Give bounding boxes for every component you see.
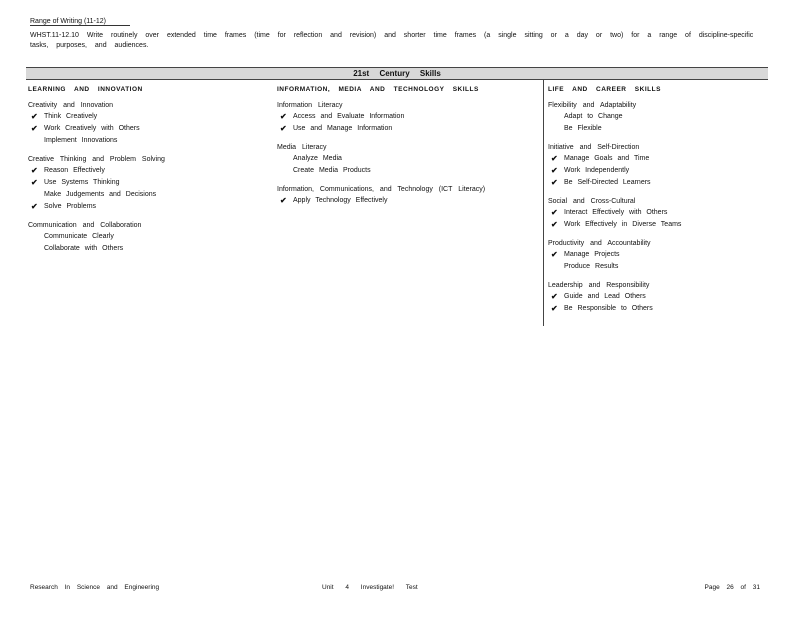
skill-item-label: Interact Effectively with Others [564, 209, 668, 216]
skill-item-label: Use and Manage Information [293, 125, 393, 132]
skill-group [548, 197, 768, 231]
skill-item [548, 261, 768, 273]
skill-item [28, 123, 278, 135]
skill-item [548, 123, 768, 135]
skill-item [548, 111, 768, 123]
skill-item [277, 195, 537, 207]
checkmark-icon: ✔ [31, 112, 38, 121]
skill-item-label: Work Independently [564, 167, 630, 174]
skill-item [548, 165, 768, 177]
skill-group-title: Leadership and Responsibility [548, 282, 650, 289]
column-title: INFORMATION, MEDIA AND TECHNOLOGY SKILLS [277, 86, 479, 93]
checkmark-icon: ✔ [551, 166, 558, 175]
skill-item-label: Implement Innovations [44, 137, 118, 144]
skill-group-title: Communication and Collaboration [28, 222, 142, 229]
skill-item [277, 111, 537, 123]
skill-item-label: Solve Problems [44, 203, 97, 210]
skill-item [277, 153, 537, 165]
skill-group-title: Productivity and Accountability [548, 240, 651, 247]
skill-item-label: Be Flexible [564, 125, 602, 132]
skill-item-label: Work Creatively with Others [44, 125, 140, 132]
skill-item-label: Be Self-Directed Learners [564, 179, 651, 186]
skill-group [548, 101, 768, 135]
checkmark-icon: ✔ [280, 196, 287, 205]
skill-item-label: Collaborate with Others [44, 245, 124, 252]
range-title: Range of Writing (11-12) [30, 18, 130, 26]
checkmark-icon: ✔ [551, 154, 558, 163]
skill-group-title: Media Literacy [277, 144, 327, 151]
skill-item [28, 231, 278, 243]
skill-item-label: Guide and Lead Others [564, 293, 646, 300]
skill-item [548, 249, 768, 261]
skill-group [277, 143, 537, 177]
skill-item-label: Be Responsible to Others [564, 305, 653, 312]
skills-column-learning [28, 80, 278, 326]
skill-group [28, 221, 278, 255]
skill-group [277, 101, 537, 135]
skill-item [28, 243, 278, 255]
skill-item-label: Use Systems Thinking [44, 179, 120, 186]
skills-column-information [277, 80, 537, 326]
checkmark-icon: ✔ [31, 178, 38, 187]
skill-item-label: Manage Goals and Time [564, 155, 650, 162]
footer-unit: Unit 4 Investigate! Test [322, 584, 418, 591]
skills-column-life [543, 80, 768, 326]
skill-group-title: Social and Cross-Cultural [548, 198, 636, 205]
skill-item [548, 153, 768, 165]
skill-item-label: Work Effectively in Diverse Teams [564, 221, 682, 228]
column-title: LIFE AND CAREER SKILLS [548, 86, 661, 93]
skill-item [28, 135, 278, 147]
skill-item-label: Make Judgements and Decisions [44, 191, 157, 198]
skill-item-label: Adapt to Change [564, 113, 623, 120]
skill-item-label: Reason Effectively [44, 167, 105, 174]
checkmark-icon: ✔ [551, 304, 558, 313]
checkmark-icon: ✔ [551, 178, 558, 187]
checkmark-icon: ✔ [551, 208, 558, 217]
footer-page-number: Page 26 of 31 [704, 584, 760, 591]
checkmark-icon: ✔ [280, 124, 287, 133]
checkmark-icon: ✔ [31, 166, 38, 175]
checkmark-icon: ✔ [31, 202, 38, 211]
skill-item [277, 165, 537, 177]
skill-item-label: Analyze Media [293, 155, 342, 162]
skill-item [277, 123, 537, 135]
standard-text: WHST.11-12.10 Write routinely over extended time frames (time for reflection and revision) and shorter time frames (a single sitting or a day or two) for a range of discipline-specific tasks, purposes, and audiences. [30, 32, 754, 49]
skill-item [548, 219, 768, 231]
column-title: LEARNING AND INNOVATION [28, 86, 143, 93]
skill-group-title: Information Literacy [277, 102, 343, 109]
skill-item-label: Create Media Products [293, 167, 371, 174]
checkmark-icon: ✔ [551, 292, 558, 301]
skill-item-label: Access and Evaluate Information [293, 113, 405, 120]
checkmark-icon: ✔ [551, 220, 558, 229]
skill-item [28, 165, 278, 177]
skill-group [277, 185, 537, 207]
skill-item-label: Produce Results [564, 263, 619, 270]
skill-item [548, 291, 768, 303]
skill-group-title: Creative Thinking and Problem Solving [28, 156, 165, 163]
skills-header: 21st Century Skills [26, 68, 768, 80]
skill-group [548, 281, 768, 315]
skill-group-title: Creativity and Innovation [28, 102, 114, 109]
skill-item [28, 111, 278, 123]
skill-item [548, 207, 768, 219]
skill-item [548, 177, 768, 189]
skill-group-title: Information, Communications, and Technology (ICT Literacy) [277, 186, 486, 193]
skill-group [28, 101, 278, 147]
skill-item [28, 177, 278, 189]
skill-item-label: Communicate Clearly [44, 233, 114, 240]
skill-item-label: Manage Projects [564, 251, 620, 258]
skill-item [28, 189, 278, 201]
skill-group-title: Flexibility and Adaptability [548, 102, 637, 109]
checkmark-icon: ✔ [31, 124, 38, 133]
skill-item [548, 303, 768, 315]
skill-group [548, 143, 768, 189]
footer-course: Research In Science and Engineering [30, 584, 160, 591]
skill-group [28, 155, 278, 213]
skill-group [548, 239, 768, 273]
skill-item [28, 201, 278, 213]
skill-item-label: Think Creatively [44, 113, 98, 120]
checkmark-icon: ✔ [551, 250, 558, 259]
skill-item-label: Apply Technology Effectively [293, 197, 388, 204]
page-footer [30, 584, 760, 594]
skills-table [26, 67, 768, 326]
checkmark-icon: ✔ [280, 112, 287, 121]
skill-group-title: Initiative and Self-Direction [548, 144, 640, 151]
